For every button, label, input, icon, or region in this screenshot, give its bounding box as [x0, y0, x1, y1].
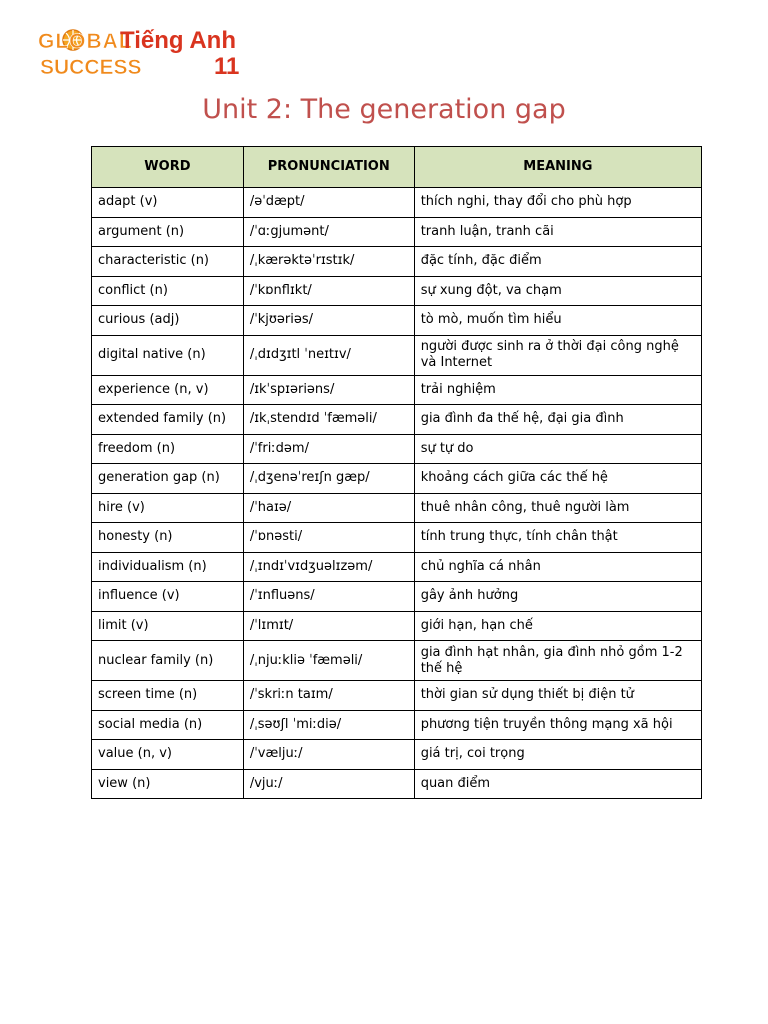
meaning-cell: phương tiện truyền thông mạng xã hội	[414, 710, 701, 740]
meaning-cell: gây ảnh hưởng	[414, 582, 701, 612]
column-header-pronunciation: PRONUNCIATION	[243, 147, 414, 188]
pronunciation-cell: /ɪkˈspɪəriəns/	[243, 375, 414, 405]
meaning-cell: thích nghi, thay đổi cho phù hợp	[414, 188, 701, 218]
meaning-cell: gia đình hạt nhân, gia đình nhỏ gồm 1-2 thế hệ	[414, 641, 701, 681]
table-row	[92, 405, 702, 435]
word-cell: screen time (n)	[92, 681, 244, 711]
pronunciation-cell: /ˈɪnfluəns/	[243, 582, 414, 612]
table-header-row	[92, 147, 702, 188]
vocabulary-table	[91, 146, 702, 799]
table-row	[92, 276, 702, 306]
table-row	[92, 247, 702, 277]
meaning-cell: giá trị, coi trọng	[414, 740, 701, 770]
word-cell: hire (v)	[92, 493, 244, 523]
logo-success-text: SUCCESS	[40, 56, 142, 79]
meaning-cell: thuê nhân công, thuê người làm	[414, 493, 701, 523]
word-cell: value (n, v)	[92, 740, 244, 770]
pronunciation-cell: /ɪkˌstendɪd ˈfæməli/	[243, 405, 414, 435]
pronunciation-cell: /ˌnjuːkliə ˈfæməli/	[243, 641, 414, 681]
meaning-cell: gia đình đa thế hệ, đại gia đình	[414, 405, 701, 435]
pronunciation-cell: /ˌdɪdʒɪtl ˈneɪtɪv/	[243, 335, 414, 375]
logo-global-text: GLOBAL	[38, 30, 133, 53]
word-cell: experience (n, v)	[92, 375, 244, 405]
meaning-cell: sự xung đột, va chạm	[414, 276, 701, 306]
table-row	[92, 681, 702, 711]
pronunciation-cell: /ˌsəʊʃl ˈmiːdiə/	[243, 710, 414, 740]
table-row	[92, 552, 702, 582]
book-title: Tiếng Anh	[120, 27, 236, 54]
book-number: 11	[214, 53, 240, 80]
table-row	[92, 769, 702, 799]
table-row	[92, 335, 702, 375]
table-row	[92, 375, 702, 405]
pronunciation-cell: /ˈɒnəsti/	[243, 523, 414, 553]
word-cell: influence (v)	[92, 582, 244, 612]
meaning-cell: quan điểm	[414, 769, 701, 799]
pronunciation-cell: /ˈkjʊəriəs/	[243, 306, 414, 336]
meaning-cell: tranh luận, tranh cãi	[414, 217, 701, 247]
word-cell: extended family (n)	[92, 405, 244, 435]
pronunciation-cell: /ˈkɒnflɪkt/	[243, 276, 414, 306]
word-cell: conflict (n)	[92, 276, 244, 306]
global-success-logo	[36, 18, 246, 84]
pronunciation-cell: /ˈvæljuː/	[243, 740, 414, 770]
column-header-word: WORD	[92, 147, 244, 188]
table-row	[92, 464, 702, 494]
pronunciation-cell: /ˈskriːn taɪm/	[243, 681, 414, 711]
word-cell: generation gap (n)	[92, 464, 244, 494]
word-cell: limit (v)	[92, 611, 244, 641]
meaning-cell: người được sinh ra ở thời đại công nghệ và Internet	[414, 335, 701, 375]
meaning-cell: tính trung thực, tính chân thật	[414, 523, 701, 553]
pronunciation-cell: /ˌkærəktəˈrɪstɪk/	[243, 247, 414, 277]
word-cell: view (n)	[92, 769, 244, 799]
pronunciation-cell: /ˈfriːdəm/	[243, 434, 414, 464]
meaning-cell: khoảng cách giữa các thế hệ	[414, 464, 701, 494]
table-row	[92, 306, 702, 336]
word-cell: curious (adj)	[92, 306, 244, 336]
table-row	[92, 641, 702, 681]
pronunciation-cell: /ˈlɪmɪt/	[243, 611, 414, 641]
word-cell: social media (n)	[92, 710, 244, 740]
pronunciation-cell: /ˌɪndɪˈvɪdʒuəlɪzəm/	[243, 552, 414, 582]
table-row	[92, 611, 702, 641]
table-row	[92, 740, 702, 770]
table-row	[92, 582, 702, 612]
word-cell: freedom (n)	[92, 434, 244, 464]
table-row	[92, 493, 702, 523]
pronunciation-cell: /ˌdʒenəˈreɪʃn gæp/	[243, 464, 414, 494]
table-row	[92, 710, 702, 740]
pronunciation-cell: /vjuː/	[243, 769, 414, 799]
word-cell: digital native (n)	[92, 335, 244, 375]
table-row	[92, 188, 702, 218]
table-row	[92, 434, 702, 464]
page-title: Unit 2: The generation gap	[202, 94, 566, 125]
table-row	[92, 217, 702, 247]
pronunciation-cell: /ˈhaɪə/	[243, 493, 414, 523]
pronunciation-cell: /əˈdæpt/	[243, 188, 414, 218]
meaning-cell: giới hạn, hạn chế	[414, 611, 701, 641]
table-row	[92, 523, 702, 553]
word-cell: honesty (n)	[92, 523, 244, 553]
meaning-cell: chủ nghĩa cá nhân	[414, 552, 701, 582]
word-cell: adapt (v)	[92, 188, 244, 218]
meaning-cell: sự tự do	[414, 434, 701, 464]
meaning-cell: thời gian sử dụng thiết bị điện tử	[414, 681, 701, 711]
column-header-meaning: MEANING	[414, 147, 701, 188]
meaning-cell: đặc tính, đặc điểm	[414, 247, 701, 277]
pronunciation-cell: /ˈɑːgjumənt/	[243, 217, 414, 247]
meaning-cell: trải nghiệm	[414, 375, 701, 405]
word-cell: characteristic (n)	[92, 247, 244, 277]
word-cell: individualism (n)	[92, 552, 244, 582]
meaning-cell: tò mò, muốn tìm hiểu	[414, 306, 701, 336]
word-cell: nuclear family (n)	[92, 641, 244, 681]
word-cell: argument (n)	[92, 217, 244, 247]
